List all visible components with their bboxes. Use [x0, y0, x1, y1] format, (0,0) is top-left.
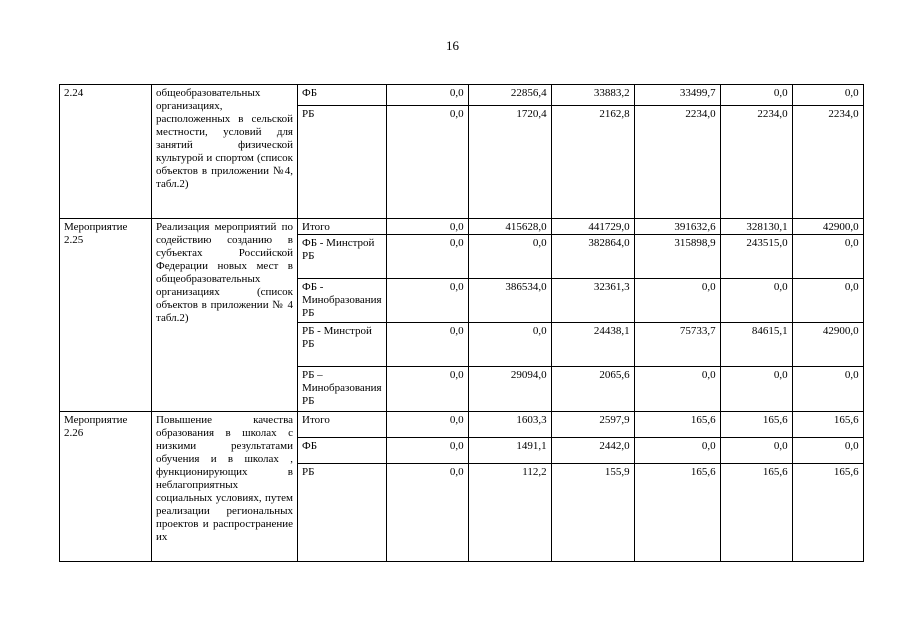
value-cell: 315898,9 — [634, 235, 720, 279]
value-cell: 84615,1 — [720, 323, 792, 367]
value-cell: 2234,0 — [720, 106, 792, 219]
value-cell: 0,0 — [792, 367, 863, 412]
value-cell: 165,6 — [634, 464, 720, 562]
value-cell: 2065,6 — [551, 367, 634, 412]
value-cell: 391632,6 — [634, 219, 720, 235]
value-cell: 0,0 — [720, 85, 792, 106]
value-cell: 0,0 — [634, 279, 720, 323]
funding-source: РБ — [298, 464, 387, 562]
funding-source: РБ - Минстрой РБ — [298, 323, 387, 367]
funding-source: РБ – Минобразования РБ — [298, 367, 387, 412]
measure-code: Мероприятие 2.26 — [60, 412, 152, 562]
value-cell: 415628,0 — [468, 219, 551, 235]
funding-source: ФБ — [298, 438, 387, 464]
value-cell: 165,6 — [634, 412, 720, 438]
value-cell: 0,0 — [386, 279, 468, 323]
value-cell: 1491,1 — [468, 438, 551, 464]
value-cell: 155,9 — [551, 464, 634, 562]
value-cell: 0,0 — [386, 219, 468, 235]
funding-source: ФБ - Минобразования РБ — [298, 279, 387, 323]
value-cell: 1720,4 — [468, 106, 551, 219]
value-cell: 33883,2 — [551, 85, 634, 106]
value-cell: 0,0 — [386, 85, 468, 106]
value-cell: 0,0 — [386, 438, 468, 464]
value-cell: 2442,0 — [551, 438, 634, 464]
value-cell: 33499,7 — [634, 85, 720, 106]
value-cell: 29094,0 — [468, 367, 551, 412]
value-cell: 0,0 — [386, 367, 468, 412]
value-cell: 0,0 — [720, 367, 792, 412]
value-cell: 42900,0 — [792, 323, 863, 367]
funding-source: РБ — [298, 106, 387, 219]
value-cell: 0,0 — [468, 323, 551, 367]
value-cell: 24438,1 — [551, 323, 634, 367]
funding-source: ФБ — [298, 85, 387, 106]
value-cell: 386534,0 — [468, 279, 551, 323]
value-cell: 0,0 — [386, 412, 468, 438]
value-cell: 165,6 — [720, 464, 792, 562]
value-cell: 2597,9 — [551, 412, 634, 438]
value-cell: 0,0 — [720, 438, 792, 464]
table-row — [60, 85, 864, 106]
value-cell: 0,0 — [792, 279, 863, 323]
value-cell: 0,0 — [386, 106, 468, 219]
funding-source: Итого — [298, 412, 387, 438]
measure-description: Повышение качества образования в школах с низкими результатами обучения и в школах , функционирующих в неблагоприятных социальных условиях, путем реализации региональных проектов и распространение их — [152, 412, 298, 562]
funding-source: ФБ - Минстрой РБ — [298, 235, 387, 279]
value-cell: 0,0 — [386, 235, 468, 279]
value-cell: 0,0 — [634, 438, 720, 464]
value-cell: 0,0 — [792, 235, 863, 279]
value-cell: 2234,0 — [792, 106, 863, 219]
value-cell: 0,0 — [386, 323, 468, 367]
value-cell: 0,0 — [634, 367, 720, 412]
page-number: 16 — [446, 38, 459, 53]
value-cell: 0,0 — [720, 279, 792, 323]
table-row — [60, 412, 864, 438]
value-cell: 42900,0 — [792, 219, 863, 235]
value-cell: 165,6 — [792, 464, 863, 562]
measure-description: общеобразовательных организациях, расположенных в сельской местности, условий для занятий физической культурой и спортом (список объектов в приложении №4, табл.2) — [152, 85, 298, 219]
value-cell: 1603,3 — [468, 412, 551, 438]
value-cell: 441729,0 — [551, 219, 634, 235]
budget-table — [59, 84, 864, 562]
value-cell: 75733,7 — [634, 323, 720, 367]
value-cell: 0,0 — [386, 464, 468, 562]
value-cell: 0,0 — [792, 85, 863, 106]
value-cell: 22856,4 — [468, 85, 551, 106]
value-cell: 243515,0 — [720, 235, 792, 279]
value-cell: 0,0 — [468, 235, 551, 279]
measure-description: Реализация мероприятий по содействию созданию в субъектах Российской Федерации новых мест в общеобразовательных организациях (список объектов в приложении № 4 табл.2) — [152, 219, 298, 412]
value-cell: 32361,3 — [551, 279, 634, 323]
measure-code: 2.24 — [60, 85, 152, 219]
value-cell: 328130,1 — [720, 219, 792, 235]
value-cell: 112,2 — [468, 464, 551, 562]
value-cell: 165,6 — [792, 412, 863, 438]
value-cell: 2162,8 — [551, 106, 634, 219]
table-row — [60, 219, 864, 235]
value-cell: 0,0 — [792, 438, 863, 464]
value-cell: 2234,0 — [634, 106, 720, 219]
funding-source: Итого — [298, 219, 387, 235]
value-cell: 382864,0 — [551, 235, 634, 279]
measure-code: Мероприятие 2.25 — [60, 219, 152, 412]
value-cell: 165,6 — [720, 412, 792, 438]
